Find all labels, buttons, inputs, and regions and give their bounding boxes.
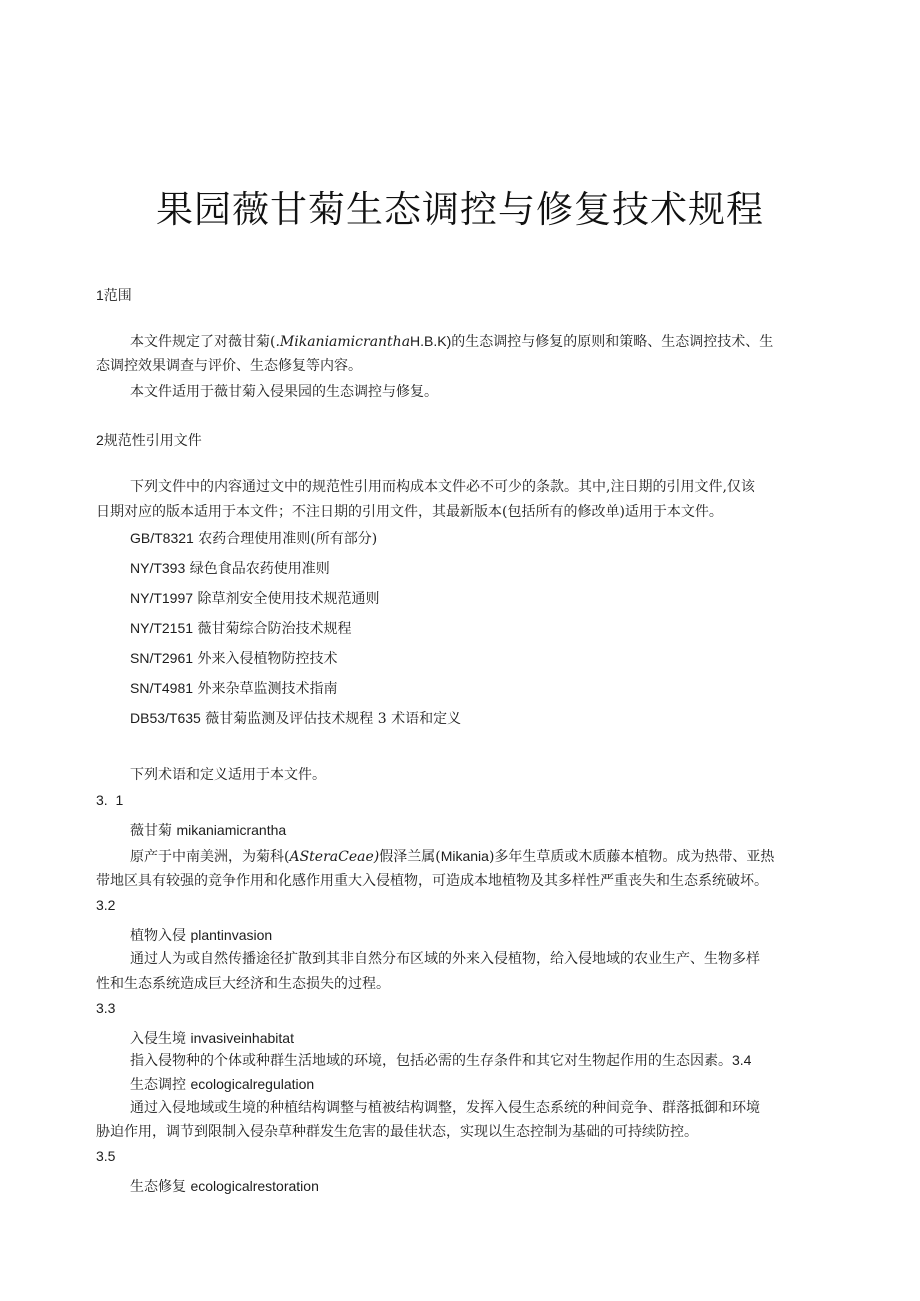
reference-item — [130, 618, 352, 639]
term-3-4-definition-line-1: 通过入侵地域或生境的种植结构调整与植被结构调整，发挥入侵生态系统的种间竞争、群落抵御和环境 — [130, 1100, 760, 1116]
section-1-paragraph-1-line-1 — [130, 331, 773, 352]
reference-name: 外来入侵植物防控技术 — [197, 651, 338, 667]
term-3-1-number: 3. 1 — [96, 792, 124, 808]
term-3-4-number: 3.4 — [732, 1052, 752, 1068]
term-3-2-number: 3.2 — [96, 897, 116, 913]
reference-name: 除草剂安全使用技术规范通则 — [197, 591, 380, 607]
reference-name: 薇甘菊综合防治技术规程 — [197, 621, 352, 637]
section-2-paragraph-line-1: 下列文件中的内容通过文中的规范性引用而构成本文件必不可少的条款。其中,注日期的引用文件,仅该 — [130, 479, 755, 495]
term-zh: 入侵生境 — [130, 1031, 191, 1047]
term-3-3-number: 3.3 — [96, 1000, 116, 1016]
document-title: 果园薇甘菊生态调控与修复技术规程 — [156, 188, 764, 231]
term-3-1-definition-line-1 — [130, 846, 774, 867]
term-3-2-definition-line-1: 通过人为或自然传播途径扩散到其非自然分布区域的外来入侵植物，给入侵地域的农业生产、生物多样 — [130, 951, 760, 967]
reference-item — [130, 648, 338, 669]
text-segment: 本文件规定了对薇甘菊( — [130, 334, 276, 350]
term-zh: 生态修复 — [130, 1179, 191, 1195]
reference-code: SN/T4981 — [130, 680, 194, 696]
reference-name: 外来杂草监测技术指南 — [197, 681, 338, 697]
term-3-2-title — [130, 925, 272, 946]
term-3-2-definition-line-2: 性和生态系统造成巨大经济和生态损失的过程。 — [96, 976, 390, 992]
reference-item — [130, 678, 338, 699]
term-3-1-definition-line-2: 带地区具有较强的竞争作用和化感作用重大入侵植物，可造成本地植物及其多样性严重丧失和生态系统破坏。 — [96, 873, 768, 889]
term-zh: 薇甘菊 — [130, 823, 177, 839]
reference-item — [130, 708, 461, 729]
reference-name: 薇甘菊监测及评估技术规程 3 术语和定义 — [205, 711, 462, 727]
reference-code: NY/T393 — [130, 560, 186, 576]
section-1-paragraph-1-line-2: 态调控效果调查与评价、生态修复等内容。 — [96, 358, 362, 374]
section-3-intro: 下列术语和定义适用于本文件。 — [130, 767, 326, 783]
text-segment: 假泽兰属( — [379, 849, 441, 865]
reference-name: 农药合理使用准则(所有部分) — [198, 531, 378, 547]
section-1-heading: 1范围 — [96, 287, 132, 303]
genus-name: Mikania — [440, 848, 489, 864]
reference-code: GB/T8321 — [130, 530, 194, 546]
term-3-1-title — [130, 820, 286, 841]
term-3-5-title — [130, 1176, 319, 1197]
latin-name: .Mikaniamicrantha — [275, 334, 411, 350]
term-en: ecologicalrestoration — [190, 1178, 319, 1194]
section-1-paragraph-2: 本文件适用于薇甘菊入侵果园的生态调控与修复。 — [130, 384, 438, 400]
reference-item — [130, 588, 380, 609]
term-3-4-title — [130, 1074, 314, 1095]
term-3-3-definition-line-1 — [130, 1050, 751, 1071]
term-3-5-number: 3.5 — [96, 1148, 116, 1164]
text-segment: )多年生草质或木质藤本植物。成为热带、亚热 — [488, 849, 775, 865]
reference-name: 绿色食品农药使用准则 — [189, 561, 330, 577]
reference-item — [130, 558, 330, 579]
term-en: ecologicalregulation — [190, 1076, 315, 1092]
text-segment: 指入侵物种的个体或种群生活地域的环境，包括必需的生存条件和其它对生物起作用的生态因素。 — [130, 1053, 732, 1069]
term-3-3-title — [130, 1028, 294, 1049]
reference-code: SN/T2961 — [130, 650, 194, 666]
term-en: plantinvasion — [190, 927, 273, 943]
reference-item — [130, 528, 377, 549]
section-2-paragraph-line-2: 日期对应的版本适用于本文件；不注日期的引用文件，其最新版本(包括所有的修改单)适用于本文件。 — [96, 504, 723, 520]
term-en: mikaniamicrantha — [176, 822, 287, 838]
text-segment: 原产于中南美洲，为菊科( — [130, 849, 290, 865]
section-2-heading: 2规范性引用文件 — [96, 432, 202, 448]
reference-code: NY/T2151 — [130, 620, 194, 636]
term-en: invasiveinhabitat — [190, 1030, 294, 1046]
term-zh: 生态调控 — [130, 1077, 191, 1093]
reference-code: DB53/T635 — [130, 710, 201, 726]
reference-code: NY/T1997 — [130, 590, 194, 606]
latin-name: ASteraCeae) — [289, 849, 380, 865]
term-zh: 植物入侵 — [130, 928, 191, 944]
term-3-4-definition-line-2: 胁迫作用，调节到限制入侵杂草种群发生危害的最佳状态，实现以生态控制为基础的可持续防控。 — [96, 1124, 698, 1140]
text-segment: H.B.K)的生态调控与修复的原则和策略、生态调控技术、生 — [410, 333, 774, 349]
